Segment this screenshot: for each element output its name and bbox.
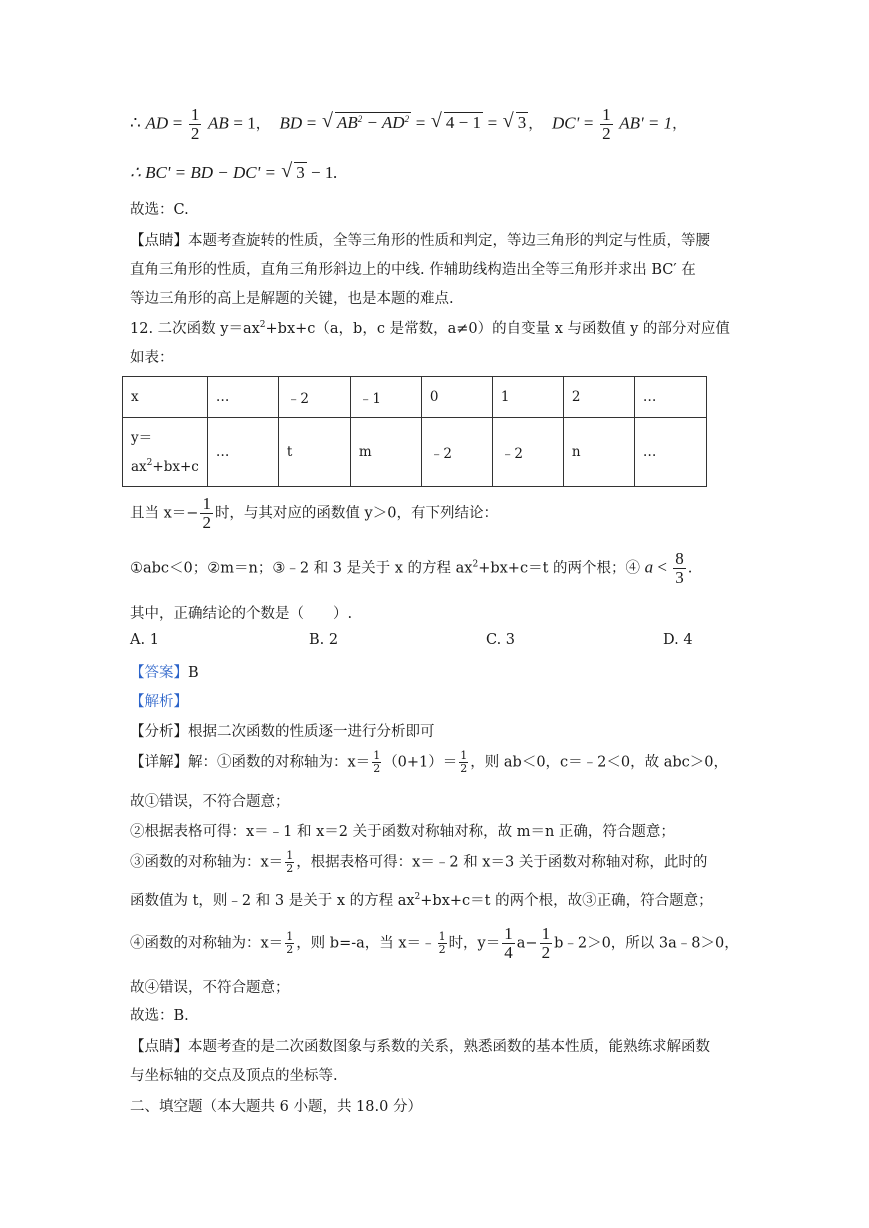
condition-line: 且当 x＝− $\frac{1}{2}$ 时，与其对应的函数值 y＞0，有下列结论：: [130, 494, 498, 532]
comment2-line-2: 与坐标轴的交点及顶点的坐标等.: [130, 1068, 338, 1084]
equation-line-2: ∴ BC' = BD − DC' = √ 3 − 1.: [130, 163, 338, 183]
question-12-line-1: 12. 二次函数 $y=ax^2+bx+c(a$，b，c 是常数，a≠0）的自变量 x 与函数值 y 的部分对应值: [130, 320, 730, 337]
fraction-half-2: $\frac{1}{2}$: [602, 105, 611, 143]
fenxi-line: 【分析】根据二次函数的性质逐一进行分析即可: [130, 724, 435, 740]
comment-line-2: 直角三角形的性质，直角三角形斜边上的中线. 作辅助线构造出全等三角形并求出 BC′ 在: [130, 262, 696, 278]
statements-line: ①abc＜0；②m＝n；③﹣2 和 3 是关于 x 的方程 $ax^2+bx+c=t$ 的两个根；④ a < $\frac{8}{3}$ .: [130, 549, 693, 587]
detail-line-8: 故选：B.: [130, 1008, 189, 1024]
equation-line-1: ∴ AD = $\frac{1}{2}$ AB = 1， BD = √ $AB^2 - AD^2$ = √ 4 − 1 = √ 3 ， DC' = $\frac{1}{2}$ AB' = 1，: [130, 106, 687, 143]
detail-line-4: ③函数的对称轴为：x＝ $\frac{1}{2}$ ，根据表格可得：x＝﹣2 和 x＝3 关于函数对称轴对称，此时的: [130, 849, 708, 876]
fraction-half: $\frac{1}{2}$: [190, 105, 200, 143]
detail-line-5: 函数值为 t，则﹣2 和 3 是关于 x 的方程 $ax^2+bx+c=t$ 的两个根，故③正确，符合题意；: [130, 892, 713, 909]
detail-line-3: ②根据表格可得：x＝﹣1 和 x＝2 关于函数对称轴对称，故 m＝n 正确，符合题意；: [130, 824, 675, 840]
detail-line-1: 【详解】解：①函数的对称轴为：x＝ $\frac{1}{2}$ （0+1）＝ $\frac{1}{2}$ ，则 ab＜0，c＝﹣2＜0，故 abc＞0，: [130, 749, 729, 776]
question-12-line-2: 如表：: [130, 350, 174, 366]
sqrt-ab-ad: √ $AB^2 - AD^2$: [323, 113, 411, 133]
detail-line-7: 故④错误，不符合题意；: [130, 980, 290, 996]
comment-line-3: 等边三角形的高上是解题的关键，也是本题的难点.: [130, 291, 454, 307]
therefore-symbol: ∴: [130, 113, 141, 133]
sqrt-three-2: √ 3: [282, 163, 307, 183]
sqrt-four-minus-one: √ 4 − 1: [432, 113, 483, 133]
comment2-line-1: 【点睛】本题考查的是二次函数图象与系数的关系，熟悉函数的基本性质，能熟练求解函数: [130, 1039, 710, 1055]
comment-line-1: 【点睛】本题考查旋转的性质，全等三角形的性质和判定，等边三角形的判定与性质，等腰: [130, 233, 710, 249]
choice-d: D. 4: [663, 632, 693, 648]
choice-b: B. 2: [309, 632, 339, 648]
value-table: [122, 376, 707, 487]
question-ask: 其中，正确结论的个数是（ ）.: [130, 606, 353, 622]
choice-c: C. 3: [486, 632, 516, 648]
section-heading: 二、填空题（本大题共 6 小题，共 18.0 分）: [130, 1099, 422, 1115]
answer-line: 【答案】B: [130, 665, 199, 681]
sqrt-three: √ 3: [504, 113, 529, 133]
detail-line-6: ④函数的对称轴为：x＝ $\frac{1}{2}$ ，则 b=-a，当 x＝﹣ $\frac{1}{2}$ 时，y＝ $\frac{1}{4}$ a− $\frac{1}{2}$ b﹣2＞0，所以 3a﹣8＞0，: [130, 924, 739, 962]
table-row: x … ﹣2 ﹣1 0 1 2 …: [123, 377, 707, 418]
choice-a: A. 1: [130, 632, 159, 648]
analysis-tag: 【解析】: [130, 694, 188, 710]
answer-choice-line: 故选：C.: [130, 202, 189, 218]
detail-line-2: 故①错误，不符合题意；: [130, 794, 290, 810]
table-row: y＝ $ax^2+bx+c$ … t m ﹣2 ﹣2 n …: [123, 418, 707, 487]
